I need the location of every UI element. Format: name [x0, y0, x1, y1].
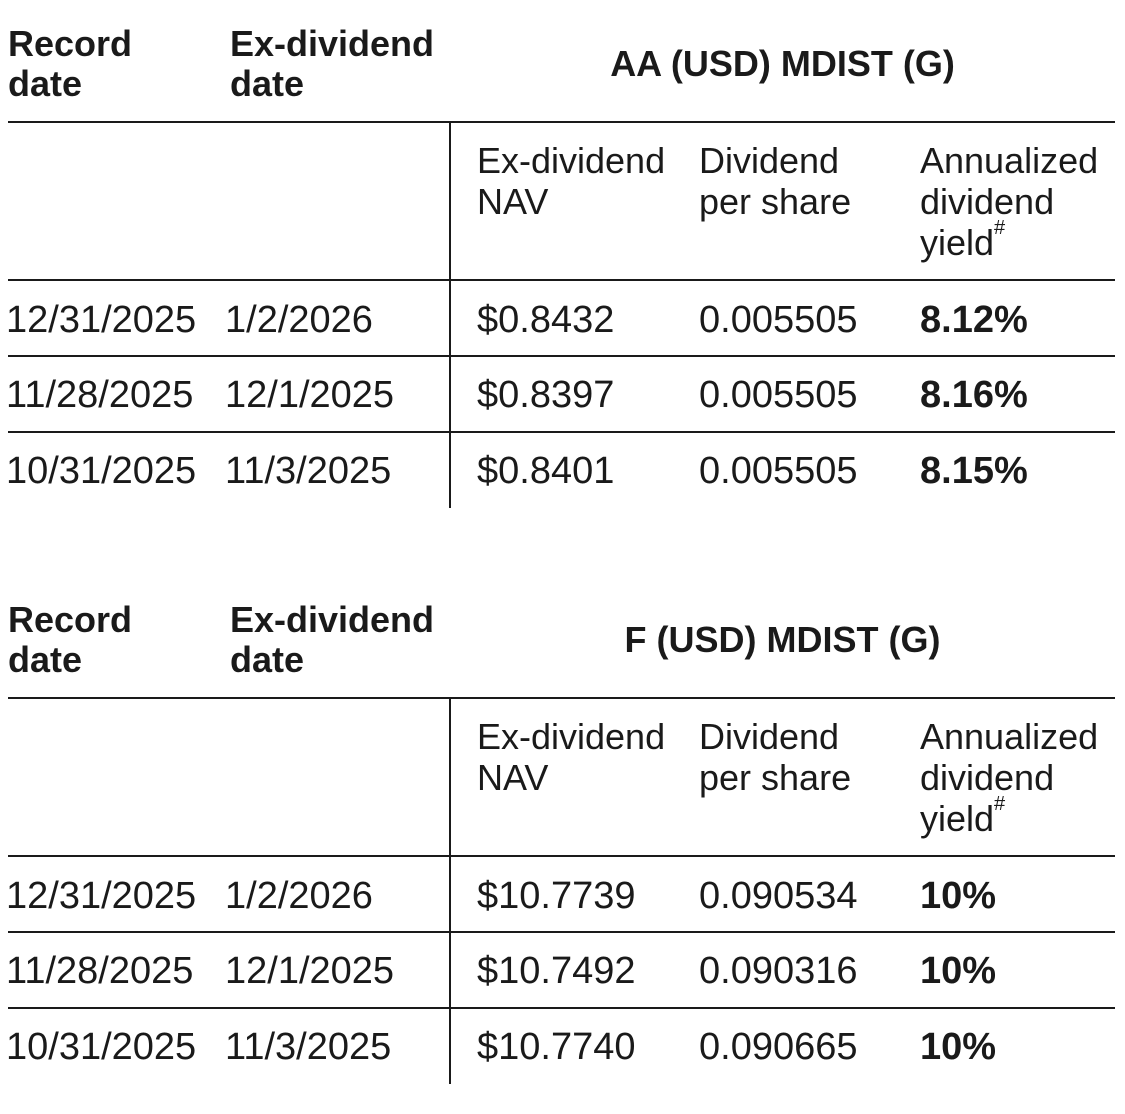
header-share-class: AA (USD) MDIST (G) [610, 43, 955, 84]
cell-nav: $0.8401 [477, 450, 615, 492]
cell-yield: 8.12% [920, 299, 1028, 341]
header-ex-dividend-date: Ex-dividend date [230, 599, 435, 680]
table-rule [8, 121, 1115, 123]
cell-record-date: 12/31/2025 [6, 875, 197, 917]
table-rule [8, 697, 1115, 699]
cell-nav: $10.7739 [477, 875, 636, 917]
cell-yield: 10% [920, 875, 997, 917]
table-rule [8, 931, 1115, 933]
cell-record-date: 12/31/2025 [6, 299, 197, 341]
header-record-date: Record date [8, 23, 133, 104]
cell-record-date: 10/31/2025 [6, 1026, 197, 1068]
cell-ex-dividend-date: 11/3/2025 [225, 450, 392, 492]
cell-nav: $10.7740 [477, 1026, 636, 1068]
cell-record-date: 11/28/2025 [6, 950, 194, 992]
cell-yield: 10% [920, 1026, 997, 1068]
table-rule [8, 355, 1115, 357]
column-divider [449, 698, 451, 1084]
cell-nav: $10.7492 [477, 950, 636, 992]
subheader-dividend-per-share: Dividend per share [699, 140, 852, 222]
cell-ex-dividend-date: 1/2/2026 [225, 875, 373, 917]
subheader-ex-dividend-nav: Ex-dividend NAV [477, 140, 666, 222]
subheader-annualized-yield [920, 716, 1120, 839]
subheader-ex-dividend-nav: Ex-dividend NAV [477, 716, 666, 798]
table-rule [8, 1007, 1115, 1009]
cell-yield: 10% [920, 950, 997, 992]
header-share-class: F (USD) MDIST (G) [624, 619, 941, 660]
header-record-date: Record date [8, 599, 133, 680]
cell-dividend-per-share: 0.005505 [699, 299, 858, 341]
cell-nav: $0.8432 [477, 299, 615, 341]
table-rule [8, 279, 1115, 281]
subheader-dividend-per-share: Dividend per share [699, 716, 852, 798]
subheader-annualized-yield [920, 140, 1120, 263]
cell-record-date: 11/28/2025 [6, 374, 194, 416]
cell-ex-dividend-date: 11/3/2025 [225, 1026, 392, 1068]
yield-label: Annualized dividend yield [920, 716, 1099, 839]
cell-dividend-per-share: 0.090316 [699, 950, 858, 992]
yield-label: Annualized dividend yield [920, 140, 1099, 263]
cell-yield: 8.16% [920, 374, 1028, 416]
cell-yield: 8.15% [920, 450, 1028, 492]
cell-dividend-per-share: 0.090665 [699, 1026, 858, 1068]
table-rule [8, 855, 1115, 857]
cell-ex-dividend-date: 12/1/2025 [225, 950, 395, 992]
cell-dividend-per-share: 0.005505 [699, 450, 858, 492]
yield-footnote-mark: # [994, 793, 1006, 815]
cell-dividend-per-share: 0.005505 [699, 374, 858, 416]
column-divider [449, 122, 451, 508]
cell-record-date: 10/31/2025 [6, 450, 197, 492]
cell-dividend-per-share: 0.090534 [699, 875, 858, 917]
cell-nav: $0.8397 [477, 374, 615, 416]
yield-footnote-mark: # [994, 217, 1006, 239]
cell-ex-dividend-date: 12/1/2025 [225, 374, 395, 416]
header-ex-dividend-date: Ex-dividend date [230, 23, 435, 104]
cell-ex-dividend-date: 1/2/2026 [225, 299, 373, 341]
table-rule [8, 431, 1115, 433]
